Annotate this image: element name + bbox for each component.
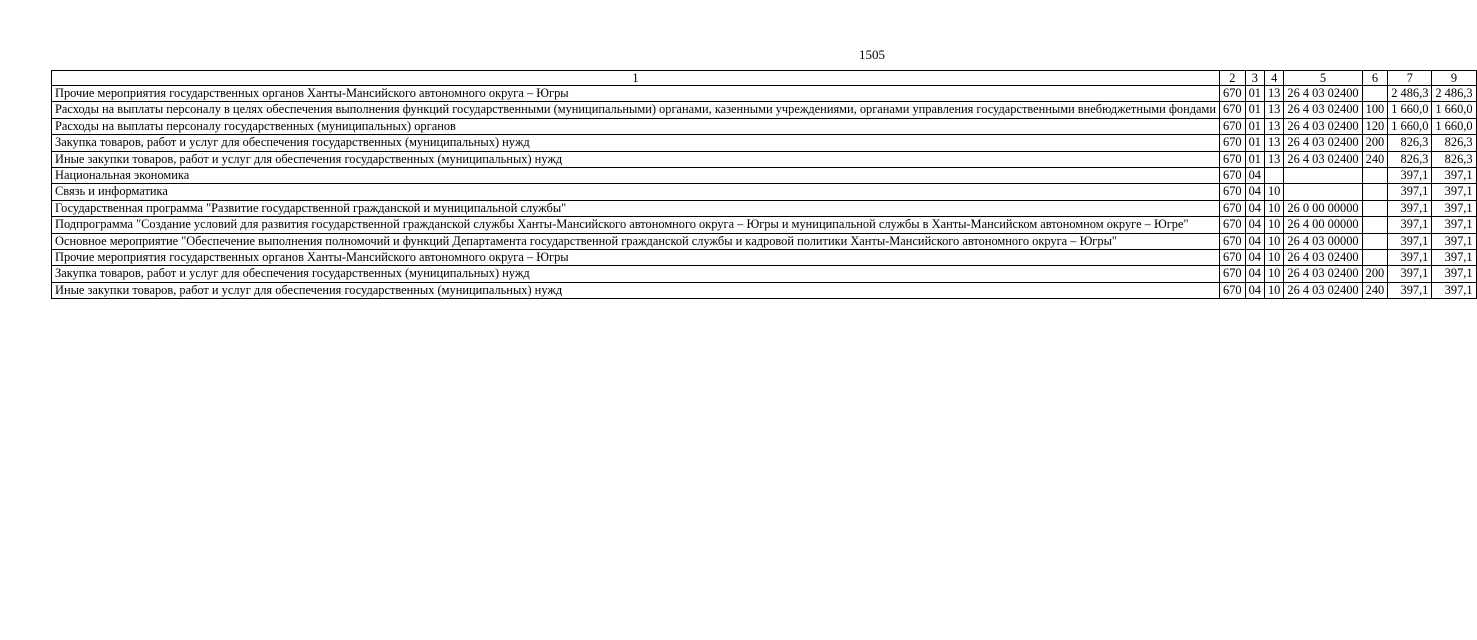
row-section: 04 bbox=[1245, 266, 1264, 282]
table-row bbox=[52, 266, 1477, 282]
row-amount-7: 826,3 bbox=[1388, 135, 1432, 151]
row-amount-9: 826,3 bbox=[1432, 151, 1476, 167]
row-section: 01 bbox=[1245, 102, 1264, 118]
row-name: Государственная программа "Развитие государственной гражданской и муниципальной службы" bbox=[52, 200, 1220, 216]
row-target-article: 26 4 03 02400 bbox=[1284, 118, 1362, 134]
row-ved: 670 bbox=[1220, 168, 1246, 184]
table-row bbox=[52, 151, 1477, 167]
row-expense-type bbox=[1362, 86, 1388, 102]
row-amount-9: 397,1 bbox=[1432, 168, 1476, 184]
col-header-expense-type: 6 bbox=[1362, 71, 1388, 86]
row-name: Подпрограмма "Создание условий для развития государственной гражданской службы Ханты-Мансийского автономного округа – Югры и муниципальной службы в Ханты-Мансийском автономном округе – Югре" bbox=[52, 217, 1220, 233]
row-subsection: 10 bbox=[1264, 282, 1283, 298]
row-amount-7: 1 660,0 bbox=[1388, 102, 1432, 118]
row-amount-9: 826,3 bbox=[1432, 135, 1476, 151]
row-expense-type: 240 bbox=[1362, 282, 1388, 298]
row-amount-9: 397,1 bbox=[1432, 184, 1476, 200]
col-header-ved: 2 bbox=[1220, 71, 1246, 86]
row-amount-9: 397,1 bbox=[1432, 266, 1476, 282]
row-name: Закупка товаров, работ и услуг для обеспечения государственных (муниципальных) нужд bbox=[52, 135, 1220, 151]
col-header-amount-7: 7 bbox=[1388, 71, 1432, 86]
row-subsection: 10 bbox=[1264, 250, 1283, 266]
row-ved: 670 bbox=[1220, 266, 1246, 282]
row-amount-7: 2 486,3 bbox=[1388, 86, 1432, 102]
col-header-amount-9: 9 bbox=[1432, 71, 1476, 86]
row-name: Прочие мероприятия государственных органов Ханты-Мансийского автономного округа – Югры bbox=[52, 250, 1220, 266]
row-amount-9: 397,1 bbox=[1432, 282, 1476, 298]
row-section: 01 bbox=[1245, 151, 1264, 167]
table-row bbox=[52, 135, 1477, 151]
row-expense-type bbox=[1362, 200, 1388, 216]
table-row bbox=[52, 250, 1477, 266]
row-subsection: 10 bbox=[1264, 184, 1283, 200]
row-amount-9: 397,1 bbox=[1432, 217, 1476, 233]
row-amount-7: 826,3 bbox=[1388, 151, 1432, 167]
row-target-article: 26 4 03 00000 bbox=[1284, 233, 1362, 249]
row-section: 04 bbox=[1245, 282, 1264, 298]
row-ved: 670 bbox=[1220, 282, 1246, 298]
row-amount-7: 397,1 bbox=[1388, 250, 1432, 266]
row-target-article: 26 4 03 02400 bbox=[1284, 250, 1362, 266]
row-target-article: 26 4 03 02400 bbox=[1284, 282, 1362, 298]
row-ved: 670 bbox=[1220, 233, 1246, 249]
table-header-row bbox=[52, 71, 1477, 86]
row-name: Основное мероприятие "Обеспечение выполнения полномочий и функций Департамента государственной гражданской службы и кадровой политики Ханты-Мансийского автономного округа – Югры" bbox=[52, 233, 1220, 249]
row-ved: 670 bbox=[1220, 151, 1246, 167]
row-amount-7: 397,1 bbox=[1388, 168, 1432, 184]
row-subsection: 13 bbox=[1264, 151, 1283, 167]
row-target-article bbox=[1284, 168, 1362, 184]
row-name: Расходы на выплаты персоналу государственных (муниципальных) органов bbox=[52, 118, 1220, 134]
row-subsection: 13 bbox=[1264, 135, 1283, 151]
row-name: Иные закупки товаров, работ и услуг для обеспечения государственных (муниципальных) нужд bbox=[52, 282, 1220, 298]
table-row bbox=[52, 184, 1477, 200]
row-section: 04 bbox=[1245, 217, 1264, 233]
row-section: 04 bbox=[1245, 184, 1264, 200]
row-expense-type: 120 bbox=[1362, 118, 1388, 134]
row-amount-9: 1 660,0 bbox=[1432, 102, 1476, 118]
table-row bbox=[52, 200, 1477, 216]
table-row bbox=[52, 217, 1477, 233]
row-subsection bbox=[1264, 168, 1283, 184]
table-row bbox=[52, 118, 1477, 134]
row-ved: 670 bbox=[1220, 217, 1246, 233]
row-expense-type bbox=[1362, 184, 1388, 200]
row-amount-9: 397,1 bbox=[1432, 250, 1476, 266]
row-expense-type bbox=[1362, 233, 1388, 249]
col-header-name: 1 bbox=[52, 71, 1220, 86]
row-amount-7: 397,1 bbox=[1388, 217, 1432, 233]
row-name: Прочие мероприятия государственных органов Ханты-Мансийского автономного округа – Югры bbox=[52, 86, 1220, 102]
row-name: Закупка товаров, работ и услуг для обеспечения государственных (муниципальных) нужд bbox=[52, 266, 1220, 282]
table-row bbox=[52, 282, 1477, 298]
row-amount-7: 397,1 bbox=[1388, 200, 1432, 216]
row-target-article: 26 4 03 02400 bbox=[1284, 102, 1362, 118]
row-section: 04 bbox=[1245, 250, 1264, 266]
row-ved: 670 bbox=[1220, 200, 1246, 216]
row-section: 01 bbox=[1245, 86, 1264, 102]
row-expense-type: 240 bbox=[1362, 151, 1388, 167]
row-target-article: 26 0 00 00000 bbox=[1284, 200, 1362, 216]
row-subsection: 10 bbox=[1264, 200, 1283, 216]
row-amount-7: 397,1 bbox=[1388, 184, 1432, 200]
row-section: 01 bbox=[1245, 135, 1264, 151]
row-amount-7: 397,1 bbox=[1388, 233, 1432, 249]
row-section: 04 bbox=[1245, 168, 1264, 184]
row-name: Расходы на выплаты персоналу в целях обеспечения выполнения функций государственными (муниципальными) органами, казенными учреждениями, органами управления государственными внебюджетными фондами bbox=[52, 102, 1220, 118]
row-expense-type bbox=[1362, 217, 1388, 233]
table-row bbox=[52, 86, 1477, 102]
row-target-article: 26 4 00 00000 bbox=[1284, 217, 1362, 233]
page-number: 1505 bbox=[859, 47, 885, 62]
row-subsection: 10 bbox=[1264, 217, 1283, 233]
table-row bbox=[52, 233, 1477, 249]
row-ved: 670 bbox=[1220, 250, 1246, 266]
row-expense-type: 100 bbox=[1362, 102, 1388, 118]
row-expense-type bbox=[1362, 168, 1388, 184]
row-amount-9: 2 486,3 bbox=[1432, 86, 1476, 102]
row-subsection: 13 bbox=[1264, 118, 1283, 134]
row-subsection: 13 bbox=[1264, 86, 1283, 102]
row-section: 04 bbox=[1245, 233, 1264, 249]
row-amount-7: 397,1 bbox=[1388, 282, 1432, 298]
budget-table bbox=[51, 70, 1477, 299]
row-target-article: 26 4 03 02400 bbox=[1284, 86, 1362, 102]
row-target-article: 26 4 03 02400 bbox=[1284, 135, 1362, 151]
col-header-subsection: 4 bbox=[1264, 71, 1283, 86]
col-header-section: 3 bbox=[1245, 71, 1264, 86]
row-name: Иные закупки товаров, работ и услуг для обеспечения государственных (муниципальных) нужд bbox=[52, 151, 1220, 167]
row-ved: 670 bbox=[1220, 86, 1246, 102]
row-subsection: 10 bbox=[1264, 233, 1283, 249]
row-amount-7: 397,1 bbox=[1388, 266, 1432, 282]
row-target-article: 26 4 03 02400 bbox=[1284, 151, 1362, 167]
row-expense-type bbox=[1362, 250, 1388, 266]
row-name: Связь и информатика bbox=[52, 184, 1220, 200]
row-name: Национальная экономика bbox=[52, 168, 1220, 184]
row-amount-9: 397,1 bbox=[1432, 233, 1476, 249]
row-amount-9: 397,1 bbox=[1432, 200, 1476, 216]
row-subsection: 10 bbox=[1264, 266, 1283, 282]
row-target-article bbox=[1284, 184, 1362, 200]
row-amount-9: 1 660,0 bbox=[1432, 118, 1476, 134]
row-section: 01 bbox=[1245, 118, 1264, 134]
row-ved: 670 bbox=[1220, 118, 1246, 134]
row-ved: 670 bbox=[1220, 135, 1246, 151]
table-row bbox=[52, 168, 1477, 184]
row-ved: 670 bbox=[1220, 184, 1246, 200]
table-body bbox=[52, 86, 1477, 299]
row-ved: 670 bbox=[1220, 102, 1246, 118]
col-header-target-article: 5 bbox=[1284, 71, 1362, 86]
row-expense-type: 200 bbox=[1362, 266, 1388, 282]
row-subsection: 13 bbox=[1264, 102, 1283, 118]
row-expense-type: 200 bbox=[1362, 135, 1388, 151]
row-section: 04 bbox=[1245, 200, 1264, 216]
row-amount-7: 1 660,0 bbox=[1388, 118, 1432, 134]
row-target-article: 26 4 03 02400 bbox=[1284, 266, 1362, 282]
table-row bbox=[52, 102, 1477, 118]
